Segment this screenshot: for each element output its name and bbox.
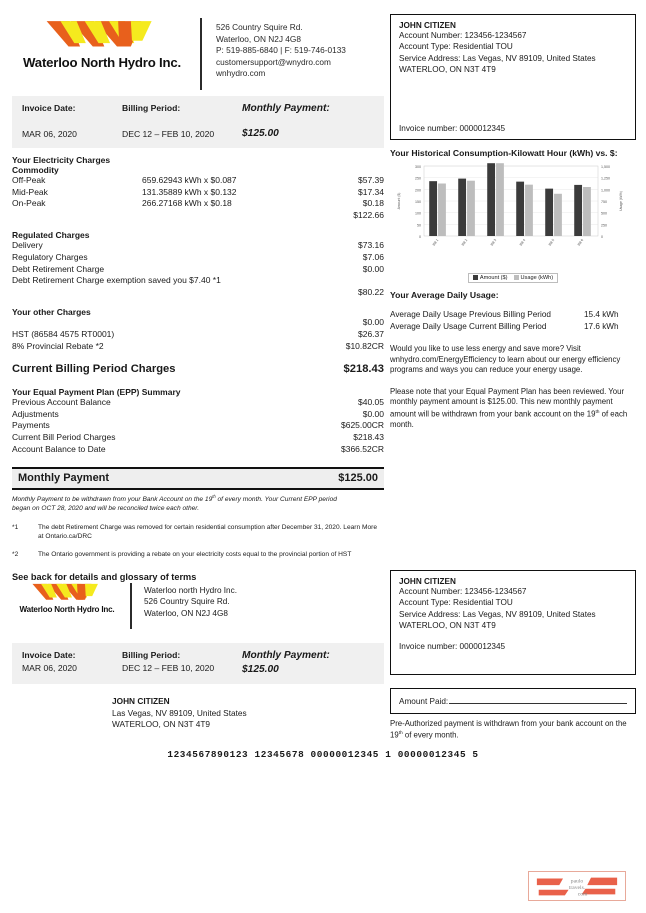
epp-amount: $218.43 xyxy=(353,431,384,442)
current-billing-total-row xyxy=(12,363,384,375)
bill-detail-column xyxy=(12,96,384,582)
stub-service-address-label: Service Address: xyxy=(399,609,461,619)
stub-invoice-date-label: Invoice Date: xyxy=(22,650,76,660)
epp-notice-part1: Please note that your Equal Payment Plan has been reviewed. Your monthly payment amount is $125.00. This new monthly payment amount will be withdrawn from your bank account on the 19 xyxy=(390,386,625,419)
stub-address-line: Waterloo, ON N2J 4G8 xyxy=(144,608,228,618)
stub-billing-period-value: DEC 12 – FEB 10, 2020 xyxy=(122,663,215,673)
stub-company-address xyxy=(144,583,237,637)
company-masthead xyxy=(12,14,384,94)
ocr-line-wrap xyxy=(0,749,646,760)
billing-period-cell xyxy=(112,103,232,139)
svg-text:Bill 3: Bill 3 xyxy=(489,238,498,247)
monthly-payment-label: Monthly Payment: xyxy=(242,103,330,114)
monthly-payment-value: $125.00 xyxy=(242,128,279,139)
svg-text:250: 250 xyxy=(601,223,607,228)
svg-text:Usage (kWh): Usage (kWh) xyxy=(619,191,623,211)
invoice-date-cell xyxy=(12,103,112,139)
fine-print-part2: of every month. Your Current EPP period xyxy=(215,496,337,504)
current-billing-total-amount: $218.43 xyxy=(343,363,384,376)
svg-text:Bill 2: Bill 2 xyxy=(460,238,469,247)
electricity-heading: Your Electricity Charges xyxy=(12,155,111,165)
svg-text:Bill 6: Bill 6 xyxy=(576,238,585,247)
account-number-row xyxy=(399,30,627,41)
average-usage-label: Average Daily Usage Previous Billing Period xyxy=(390,310,551,319)
other-blank-amount: $0.00 xyxy=(362,317,384,328)
billing-period-value: DEC 12 – FEB 10, 2020 xyxy=(122,129,215,139)
stub-masthead xyxy=(12,583,384,637)
epp-amount: $0.00 xyxy=(362,408,384,419)
epp-amount: $366.52CR xyxy=(340,443,384,454)
invoice-number-label: Invoice number: xyxy=(399,124,458,133)
stub-customer-name: JOHN CITIZEN xyxy=(112,696,170,706)
stub-address-line: 526 Country Squire Rd. xyxy=(144,597,230,607)
stub-account-info-box xyxy=(390,570,636,675)
stub-account-type-value: Residential TOU xyxy=(453,598,513,608)
svg-text:1,500: 1,500 xyxy=(601,165,610,169)
regulated-subtotal: $80.22 xyxy=(358,286,384,297)
charge-row xyxy=(12,198,384,210)
billing-period-label: Billing Period: xyxy=(122,103,181,113)
stub-company-name: Waterloo North Hydro Inc. xyxy=(19,605,115,614)
amount-paid-label: Amount Paid: xyxy=(399,697,449,706)
svg-text:0: 0 xyxy=(419,235,421,239)
average-usage-label: Average Daily Usage Current Billing Period xyxy=(390,322,547,331)
svg-text:1,250: 1,250 xyxy=(601,176,610,181)
footnote xyxy=(12,550,384,559)
charge-amount: $17.34 xyxy=(358,186,384,197)
regulated-heading: Regulated Charges xyxy=(12,230,90,241)
charge-desc: Mid-Peak xyxy=(12,186,48,197)
epp-desc: Payments xyxy=(12,420,50,431)
chart-legend xyxy=(468,273,558,283)
stub-account-number-label: Account Number: xyxy=(399,587,463,596)
legend-swatch-amount xyxy=(473,275,478,280)
legend-swatch-usage xyxy=(514,275,519,280)
see-back-notice: See back for details and glossary of terms xyxy=(12,572,197,583)
service-address-label: Service Address: xyxy=(399,53,461,63)
invoice-number-row xyxy=(399,124,505,133)
charge-row xyxy=(12,187,384,199)
stub-invoice-date-cell xyxy=(12,650,112,673)
wnh-logo-icon xyxy=(31,583,103,602)
average-usage-heading: Your Average Daily Usage: xyxy=(390,290,499,300)
amount-paid-box[interactable] xyxy=(390,688,636,714)
epp-notice-part2: of each month. xyxy=(390,409,628,430)
account-summary-column xyxy=(390,14,636,431)
epp-amount: $40.05 xyxy=(358,397,384,408)
epp-notice-ordinal: th xyxy=(595,409,600,415)
charge-desc: 8% Provincial Rebate *2 xyxy=(12,340,104,351)
company-address-line: 526 Country Squire Rd. xyxy=(216,22,303,32)
invoice-date-label: Invoice Date: xyxy=(22,103,76,113)
customer-name: JOHN CITIZEN xyxy=(399,21,456,30)
svg-text:500: 500 xyxy=(601,211,607,216)
stub-account-type-label: Account Type: xyxy=(399,598,451,608)
preauthorized-notice xyxy=(390,719,636,741)
stub-account-number-row xyxy=(399,586,627,597)
footnote xyxy=(12,523,384,541)
charge-row xyxy=(12,240,384,252)
average-usage-value: 15.4 kWh xyxy=(584,310,619,319)
stub-monthly-payment-value: $125.00 xyxy=(242,664,279,675)
stub-account-name: JOHN CITIZEN xyxy=(399,577,456,586)
account-type-row xyxy=(399,41,627,52)
footnote-text: The Ontario government is providing a rebate on your electricity costs equal to the provincial portion of HST xyxy=(38,551,352,559)
charge-row xyxy=(12,341,384,353)
invoice-summary-band xyxy=(12,96,384,148)
charge-row xyxy=(12,175,384,187)
monthly-payment-bar-amount: $125.00 xyxy=(338,472,378,485)
svg-text:250: 250 xyxy=(415,176,421,181)
regulated-subtotal-row xyxy=(12,287,384,299)
average-usage-row xyxy=(390,309,636,321)
paulo-travels-watermark xyxy=(528,871,626,901)
charge-amount: $26.37 xyxy=(358,328,384,339)
fine-print-part1: Monthly Payment to be withdrawn from your Bank Account on the 19 xyxy=(12,496,213,504)
energy-efficiency-paragraph: Would you like to use less energy and save more? Visit wnhydro.com/EnergyEfficiency to learn about our energy efficiency programs and ways you can reduce your energy usage. xyxy=(390,344,621,375)
stub-monthly-payment-label: Monthly Payment: xyxy=(242,650,330,661)
stub-divider xyxy=(130,583,132,629)
legend-item-usage xyxy=(514,275,554,281)
account-type-value: Residential TOU xyxy=(453,42,513,52)
watermark-icon xyxy=(529,872,625,900)
charge-row xyxy=(12,317,384,329)
company-address xyxy=(216,14,346,94)
svg-text:Amount ($): Amount ($) xyxy=(397,192,401,210)
stub-invoice-date-value: MAR 06, 2020 xyxy=(22,663,77,673)
epp-desc: Account Balance to Date xyxy=(12,443,106,454)
watermark-line1: paulo xyxy=(570,878,584,885)
commodity-subheading: Commodity xyxy=(12,165,59,175)
amount-paid-input[interactable] xyxy=(449,695,627,704)
epp-heading: Your Equal Payment Plan (EPP) Summary xyxy=(12,387,181,398)
charge-desc: Off-Peak xyxy=(12,175,46,185)
charge-desc: Delivery xyxy=(12,240,43,251)
average-usage-value: 17.6 kWh xyxy=(584,322,619,331)
other-charges-heading: Your other Charges xyxy=(12,307,91,318)
stub-customer-address: Las Vegas, NV 89109, United States xyxy=(112,707,247,718)
svg-text:300: 300 xyxy=(415,165,421,169)
stub-billing-period-cell xyxy=(112,650,232,673)
service-city-line: WATERLOO, ON N3T 4T9 xyxy=(399,65,496,75)
svg-text:Bill 5: Bill 5 xyxy=(547,238,556,247)
svg-text:200: 200 xyxy=(415,188,421,193)
charge-desc: On-Peak xyxy=(12,198,46,209)
epp-desc: Previous Account Balance xyxy=(12,397,111,408)
stub-invoice-number-label: Invoice number: xyxy=(399,641,458,651)
svg-text:100: 100 xyxy=(415,211,421,216)
debt-exemption-note: Debt Retirement Charge exemption saved you $7.40 *1 xyxy=(12,275,221,286)
charge-amount: $0.18 xyxy=(362,198,384,209)
monthly-payment-fine-print xyxy=(12,493,384,514)
footnote-marker: *1 xyxy=(12,523,19,531)
stub-account-number-value: 123456-1234567 xyxy=(464,587,527,596)
watermark-line3: com xyxy=(577,891,588,898)
legend-label-usage: Usage (kWh) xyxy=(520,275,554,281)
stub-customer-city: WATERLOO, ON N3T 4T9 xyxy=(112,719,211,730)
stub-monthly-payment-cell xyxy=(232,650,384,675)
stub-service-city-line: WATERLOO, ON N3T 4T9 xyxy=(399,621,496,631)
service-address-row xyxy=(399,53,627,64)
charge-row xyxy=(12,252,384,264)
consumption-chart xyxy=(390,160,636,272)
invoice-date-value: MAR 06, 2020 xyxy=(22,129,77,139)
stub-invoice-number-value: 0000012345 xyxy=(459,641,506,651)
charge-detail: 266.27168 kWh x $0.18 xyxy=(142,198,232,209)
fine-print-part3: began on OCT 28, 2020 and will be reconciled twice each other. xyxy=(12,505,200,513)
stub-invoice-number-row xyxy=(399,642,627,651)
charge-amount: $73.16 xyxy=(358,240,384,251)
svg-text:Bill 1: Bill 1 xyxy=(431,238,440,247)
charge-detail: 131.35889 kWh x $0.132 xyxy=(142,186,237,197)
remittance-stub-left xyxy=(12,583,384,731)
stub-account-type-row xyxy=(399,597,627,608)
account-number-label: Account Number: xyxy=(399,31,463,40)
remittance-stub-right xyxy=(390,570,636,741)
charge-row xyxy=(12,264,384,276)
company-name: Waterloo North Hydro Inc. xyxy=(23,55,181,70)
legend-label-amount: Amount ($) xyxy=(479,275,508,281)
chart-title: Your Historical Consumption-Kilowatt Hour (kWh) vs. $: xyxy=(390,148,618,158)
svg-text:Bill 4: Bill 4 xyxy=(518,238,527,247)
header-divider xyxy=(200,18,202,90)
epp-row xyxy=(12,432,384,444)
legend-item-amount xyxy=(473,275,508,281)
charge-desc: Debt Retirement Charge xyxy=(12,263,105,274)
company-website[interactable]: wnhydro.com xyxy=(216,68,266,79)
preauth-ordinal: th xyxy=(398,731,403,737)
epp-row xyxy=(12,420,384,432)
epp-review-paragraph xyxy=(390,387,636,431)
epp-amount: $625.00CR xyxy=(340,420,384,431)
fine-print-ordinal: th xyxy=(212,494,216,500)
stub-customer-block xyxy=(12,696,384,731)
footnote-marker: *2 xyxy=(12,551,19,559)
preauth-part2: of every month. xyxy=(402,731,459,740)
charge-desc: Regulatory Charges xyxy=(12,251,88,262)
stub-billing-period-label: Billing Period: xyxy=(122,650,181,660)
watermark-line2: travels. xyxy=(568,884,586,891)
invoice-number-value: 0000012345 xyxy=(459,124,506,133)
charge-desc: HST (86584 4575 RT0001) xyxy=(12,328,115,339)
company-email[interactable]: customersupport@wnydro.com xyxy=(216,56,331,67)
commodity-subtotal-row xyxy=(12,210,384,222)
monthly-payment-bar-label: Monthly Payment xyxy=(18,472,110,485)
monthly-payment-bar xyxy=(12,467,384,490)
commodity-subtotal: $122.66 xyxy=(353,209,384,220)
epp-row xyxy=(12,444,384,456)
service-address-value: Las Vegas, NV 89109, United States xyxy=(462,53,596,63)
charge-amount: $0.00 xyxy=(362,263,384,274)
preauth-part1: Pre-Authorized payment is withdrawn from your bank account on the 19 xyxy=(390,719,627,740)
stub-company-logo xyxy=(12,583,122,637)
charge-amount: $7.06 xyxy=(362,251,384,262)
account-info-box xyxy=(390,14,636,140)
account-type-label: Account Type: xyxy=(399,42,451,52)
svg-text:50: 50 xyxy=(417,223,421,228)
average-usage-row xyxy=(390,321,636,333)
company-address-line: Waterloo, ON N2J 4G8 xyxy=(216,33,301,44)
wnh-logo-icon xyxy=(43,20,161,50)
epp-desc: Adjustments xyxy=(12,408,59,419)
svg-text:150: 150 xyxy=(415,200,421,204)
charge-amount: $57.39 xyxy=(358,175,384,185)
epp-row xyxy=(12,409,384,421)
svg-text:1,000: 1,000 xyxy=(601,188,610,193)
charge-row xyxy=(12,329,384,341)
stub-service-address-value: Las Vegas, NV 89109, United States xyxy=(462,609,596,619)
stub-invoice-band xyxy=(12,643,384,684)
current-billing-total-label: Current Billing Period Charges xyxy=(12,363,176,376)
footnote-text: The debt Retirement Charge was removed for certain residential consumption after December 31, 2020. Learn More at Ontario.ca/DRC xyxy=(38,523,378,541)
consumption-chart-svg xyxy=(390,160,636,272)
company-phone-fax: P: 519-885-6840 | F: 519-746-0133 xyxy=(216,45,346,56)
epp-row xyxy=(12,397,384,409)
monthly-payment-cell xyxy=(232,103,384,139)
svg-text:750: 750 xyxy=(601,200,607,204)
svg-text:0: 0 xyxy=(601,235,603,239)
ocr-scanline: 1234567890123 12345678 00000012345 1 00000012345 5 xyxy=(167,749,479,760)
charge-detail: 659.62943 kWh x $0.087 xyxy=(142,175,237,185)
charge-amount: $10.82CR xyxy=(345,340,384,351)
company-logo xyxy=(12,14,192,94)
epp-desc: Current Bill Period Charges xyxy=(12,431,116,442)
account-number-value: 123456-1234567 xyxy=(464,31,527,40)
stub-address-line: Waterloo north Hydro Inc. xyxy=(144,586,237,595)
stub-service-address-row xyxy=(399,609,627,620)
